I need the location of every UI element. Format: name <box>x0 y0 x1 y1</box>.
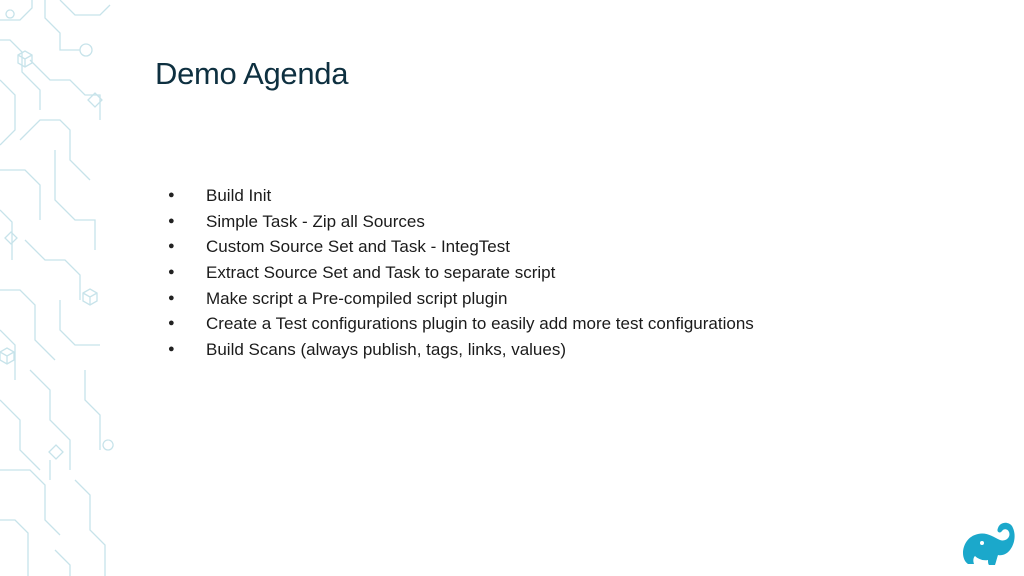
agenda-item-text: Create a Test configurations plugin to easily add more test configurations <box>206 314 754 334</box>
agenda-item <box>165 183 754 209</box>
agenda-item <box>165 234 754 260</box>
gradle-elephant-logo-icon <box>960 520 1018 568</box>
agenda-item <box>165 311 754 337</box>
bullet-icon: ● <box>168 266 175 279</box>
agenda-item-text: Custom Source Set and Task - IntegTest <box>206 237 510 257</box>
agenda-item <box>165 286 754 312</box>
bullet-icon: ● <box>168 189 175 201</box>
agenda-item-text: Build Scans (always publish, tags, links, values) <box>206 340 566 360</box>
agenda-item <box>165 260 754 286</box>
agenda-item-text: Extract Source Set and Task to separate script <box>206 263 556 283</box>
agenda-item <box>165 209 754 235</box>
agenda-list <box>165 183 754 363</box>
bullet-icon: ● <box>168 240 175 253</box>
bullet-icon: ● <box>168 343 175 356</box>
slide-title: Demo Agenda <box>155 56 349 91</box>
bullet-icon: ● <box>168 291 175 304</box>
agenda-item-text: Make script a Pre-compiled script plugin <box>206 288 508 308</box>
agenda-item-text: Simple Task - Zip all Sources <box>206 211 425 231</box>
agenda-item-text: Build Init <box>206 186 272 205</box>
bullet-icon: ● <box>168 214 175 227</box>
bullet-icon: ● <box>168 317 175 330</box>
agenda-item <box>165 337 754 363</box>
circuit-pattern-decoration <box>0 0 115 576</box>
